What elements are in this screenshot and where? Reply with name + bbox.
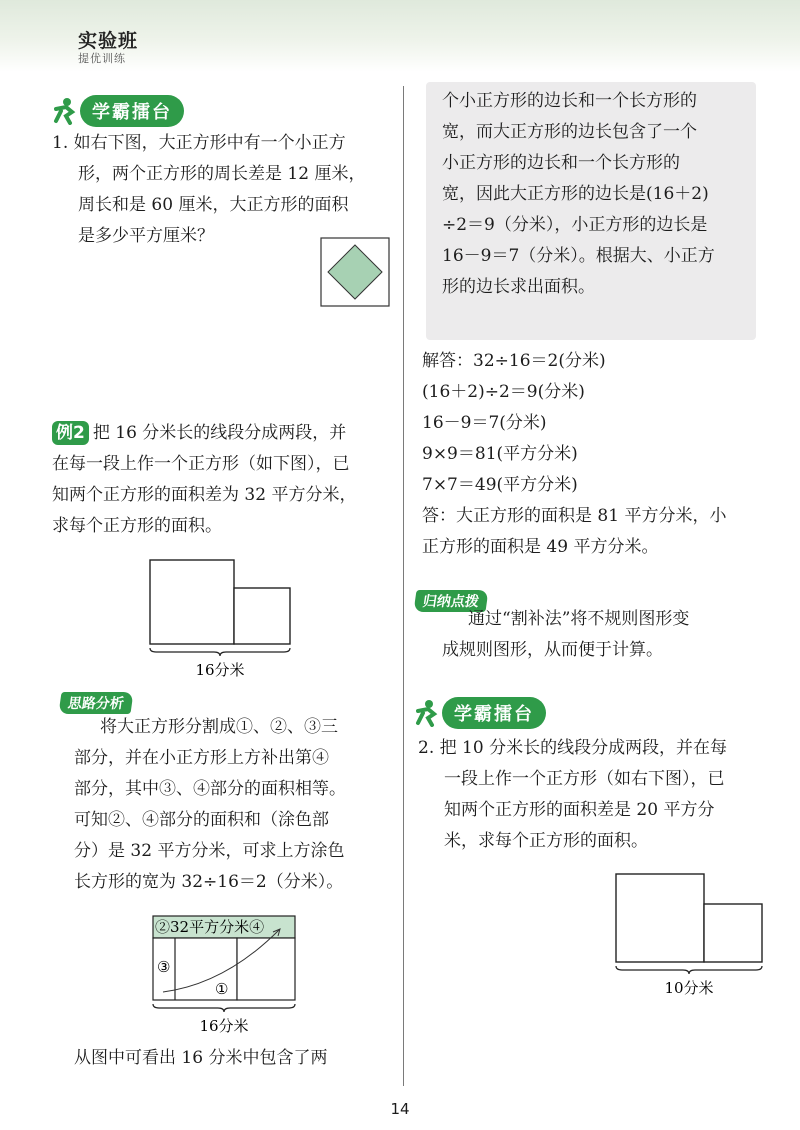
problem-2-line: 米，求每个正方形的面积。 (444, 831, 648, 851)
page-number: 14 (390, 1100, 410, 1118)
continued-line: 宽，而大正方形的边长包含了一个 (442, 122, 697, 142)
answer-line: 7×7＝49(平方分米) (422, 475, 578, 495)
problem-2-line: 知两个正方形的面积差是 20 平方分 (444, 800, 715, 820)
answer-line: 9×9＝81(平方分米) (422, 444, 578, 464)
continued-line: ÷2＝9（分米），小正方形的边长是 (442, 215, 708, 235)
analysis-line: 部分，并在小正方形上方补出第④ (74, 748, 329, 768)
answer-line: 答：大正方形的面积是 81 平方分米，小 (422, 506, 727, 526)
analysis-text (74, 712, 346, 898)
continued-line: 宽，因此大正方形的边长是(16＋2) (442, 184, 709, 204)
summary-line: 成规则图形，从而便于计算。 (442, 640, 663, 660)
continued-line: 小正方形的边长和一个长方形的 (442, 153, 680, 173)
analysis-continued-text (442, 86, 715, 303)
analysis-tag: 思路分析 (58, 692, 133, 714)
example-label: 例2 (52, 421, 89, 445)
analysis-line: 可知②、④部分的面积和（涂色部 (74, 810, 329, 830)
summary-tag: 归纳点拨 (413, 590, 488, 612)
figure-label-1: ① (215, 980, 229, 998)
challenge-badge-label: 学霸擂台 (442, 697, 546, 729)
problem-1-line: 形，两个正方形的周长差是 12 厘米， (78, 164, 366, 184)
figure-caption: 16分米 (199, 1017, 249, 1035)
problem-2 (418, 733, 727, 857)
runner-icon (414, 699, 440, 727)
figure-top-label: ②32平方分米④ (155, 918, 265, 936)
answer-line: 正方形的面积是 49 平方分米。 (422, 537, 659, 557)
challenge-badge-label: 学霸擂台 (80, 95, 184, 127)
answer-block (422, 346, 726, 563)
summary-text (442, 604, 689, 666)
example-2-line: 把 16 分米长的线段分成两段，并 (92, 423, 347, 443)
brand-subtitle: 提优训练 (78, 52, 126, 65)
analysis-continued (74, 1043, 327, 1074)
nested-square-figure (320, 237, 390, 307)
answer-line: 16－9＝7(分米) (422, 413, 547, 433)
example-2-caption: 16分米 (195, 661, 245, 679)
example-2-figure (140, 555, 300, 685)
analysis-line: 将大正方形分割成①、②、③三 (100, 717, 338, 737)
analysis-line: 长方形的宽为 32÷16＝2（分米）。 (74, 872, 344, 892)
challenge-badge-2 (414, 697, 546, 729)
challenge-badge-1 (52, 95, 184, 127)
runner-icon (52, 97, 78, 125)
problem-2-line: 一段上作一个正方形（如右下图），已 (444, 769, 725, 789)
cut-and-patch-figure (145, 912, 305, 1042)
problem-1-line: 1. 如右下图，大正方形中有一个小正方 (52, 133, 346, 153)
continued-line: 个小正方形的边长和一个长方形的 (442, 91, 697, 111)
problem-2-figure (608, 870, 778, 1002)
answer-line: 解答：32÷16＝2(分米) (422, 351, 606, 371)
problem-1-line: 周长和是 60 厘米，大正方形的面积 (78, 195, 349, 215)
analysis-last-line: 从图中可看出 16 分米中包含了两 (74, 1048, 328, 1068)
answer-line: (16＋2)÷2＝9(分米) (422, 382, 585, 402)
summary-line: 通过“割补法”将不规则图形变 (468, 609, 690, 629)
problem-2-line: 2. 把 10 分米长的线段分成两段，并在每 (418, 738, 728, 758)
analysis-line: 分）是 32 平方分米，可求上方涂色 (74, 841, 345, 861)
figure-label-3: ③ (157, 958, 171, 976)
analysis-line: 部分，其中③、④部分的面积相等。 (74, 779, 346, 799)
continued-line: 形的边长求出面积。 (442, 277, 595, 297)
brand-title: 实验班 (78, 30, 139, 52)
example-2-line: 知两个正方形的面积差为 32 平方分米， (52, 485, 357, 505)
continued-line: 16－9＝7（分米）。根据大、小正方 (442, 246, 715, 266)
example-2-line: 在每一段上作一个正方形（如下图），已 (52, 454, 350, 474)
problem-2-caption: 10分米 (664, 979, 714, 997)
example-2-line: 求每个正方形的面积。 (52, 516, 222, 536)
example-2 (52, 418, 356, 542)
problem-1-line: 是多少平方厘米？ (78, 226, 214, 246)
column-divider (403, 86, 404, 1086)
problem-1 (52, 128, 365, 252)
